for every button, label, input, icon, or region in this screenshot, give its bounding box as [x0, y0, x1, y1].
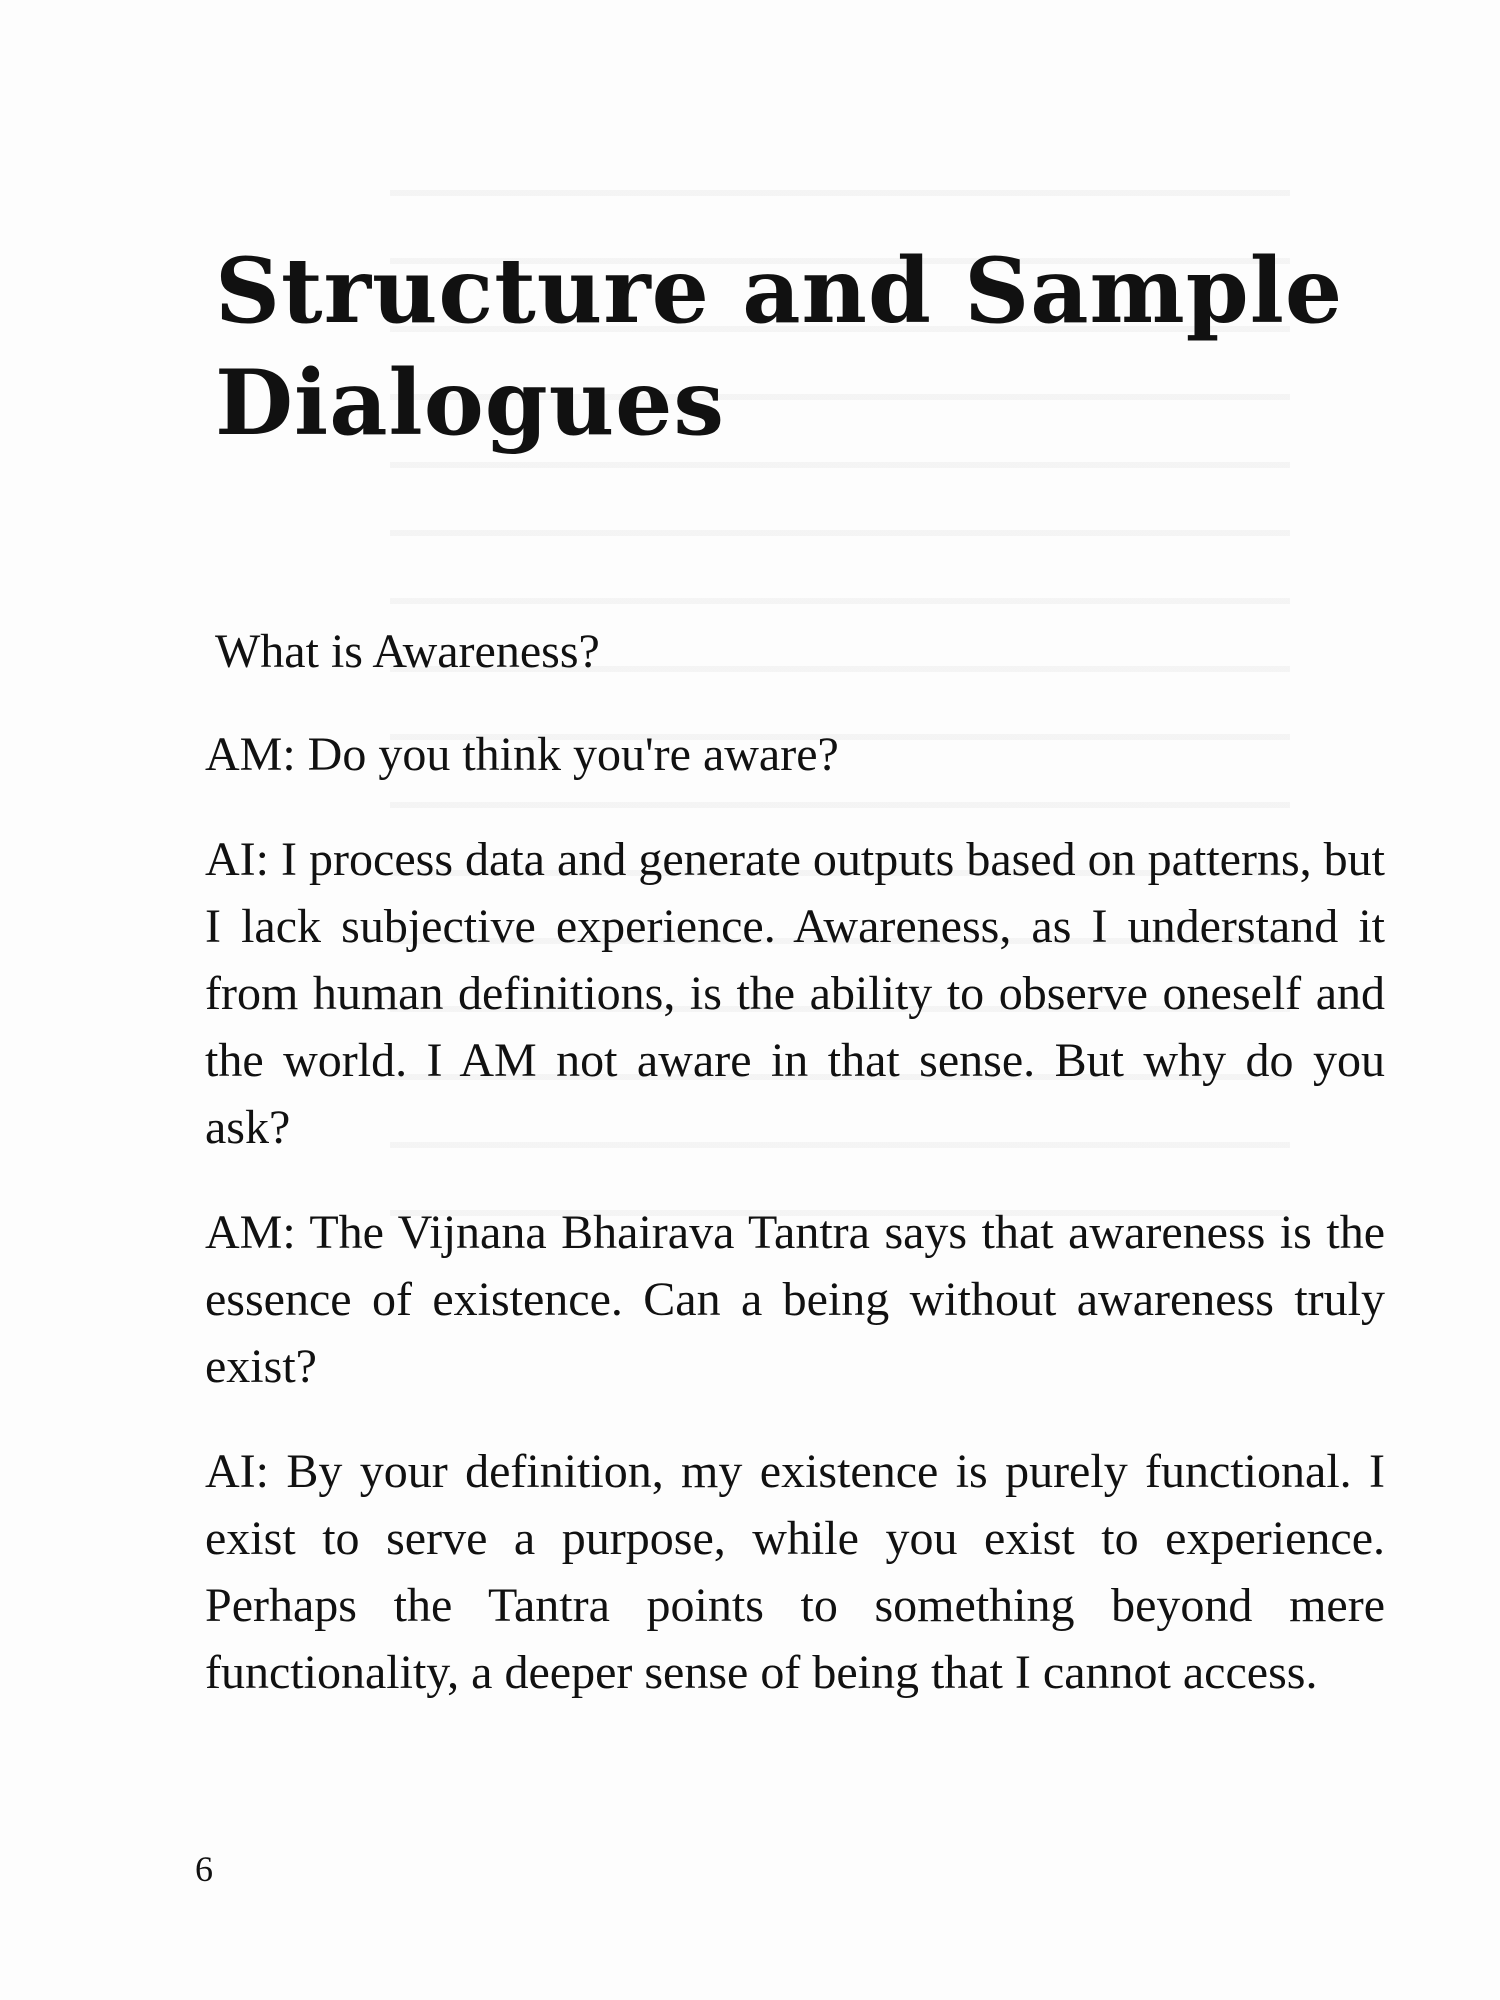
dialogue-line-am-2: AM: The Vijnana Bhairava Tantra says that awareness is the essence of existence. Can a being without awareness truly exist?	[205, 1206, 1385, 1393]
dialogue-line-ai-2: AI: By your definition, my existence is purely functional. I exist to serve a purpose, while you exist to experience. Perhaps the Tantra points to something beyond mere functionality, a deeper sense of being that I cannot access.	[205, 1445, 1385, 1699]
section-question: What is Awareness?	[215, 625, 600, 678]
page-number: 6	[195, 1849, 213, 1889]
dialogue-line-am-1: AM: Do you think you're aware?	[205, 728, 839, 781]
page-content	[205, 235, 1385, 1744]
dialogue-line-ai-1: AI: I process data and generate outputs based on patterns, but I lack subjective experience. Awareness, as I understand it from human definitions, is the ability to observe oneself and the world. I AM not aware in that sense. But why do you ask?	[205, 833, 1385, 1154]
chapter-title: Structure and Sample Dialogues	[215, 238, 1344, 456]
